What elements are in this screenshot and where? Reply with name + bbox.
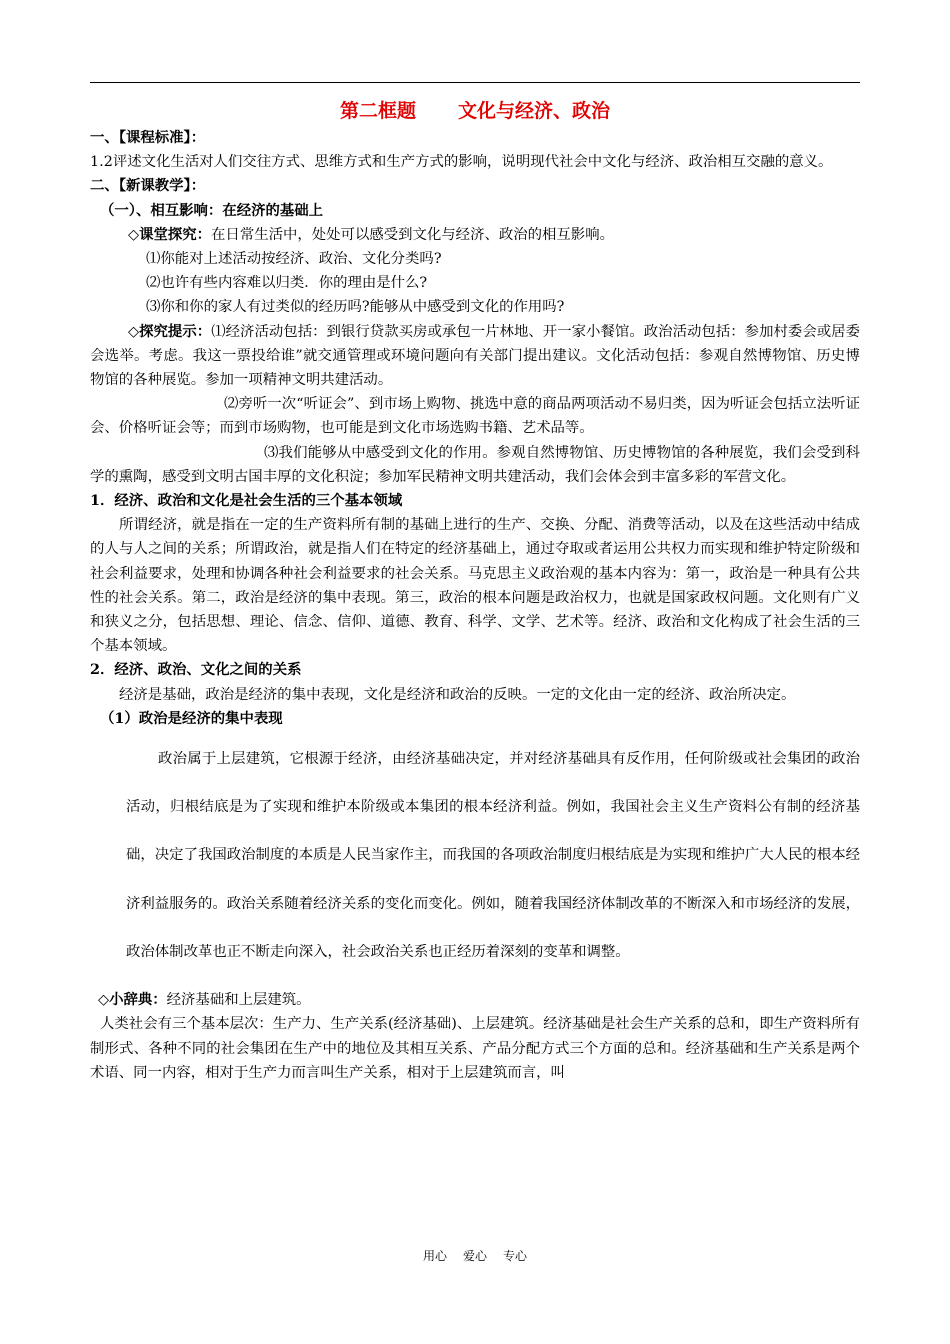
point1-heading: 1．经济、政治和文化是社会生活的三个基本领域: [90, 492, 403, 510]
footer-word-2: 爱心: [462, 1249, 487, 1263]
page-footer: [0, 1247, 950, 1265]
section1-heading: 一、【课程标准】：: [90, 129, 206, 146]
explore-question-3: ⑶你和你的家人有过类似的经历吗?能够从中感受到文化的作用吗?: [146, 299, 565, 316]
dictionary-label: ◇小辞典：: [98, 991, 167, 1009]
hint-paragraph-1: [90, 320, 860, 393]
title-part2: 文化与经济、政治: [458, 100, 611, 122]
hint-label: ◇探究提示：: [128, 322, 212, 340]
explore-label: ◇课堂探究：: [128, 225, 212, 243]
section1-text: 1.2评述文化生活对人们交往方式、思维方式和生产方式的影响，说明现代社会中文化与经济、政治相互交融的意义。: [90, 154, 833, 171]
page-title: [90, 96, 860, 126]
dictionary-paragraph: [90, 988, 860, 1012]
title-part1: 第二框题: [339, 100, 416, 122]
explore-text: 在日常生活中，处处可以感受到文化与经济、政治的相互影响。: [211, 226, 614, 243]
point1-text: 所谓经济，就是指在一定的生产资料所有制的基础上进行的生产、交换、分配、消费等活动，以及在这些活动中结成的人与人之间的关系；所谓政治，就是指人们在特定的经济基础上，通过夺取或者运用公共权力而实现和维护特定阶级和社会利益要求，处理和协调各种社会利益要求的社会关系。马克思主义政治观的基本内容为：第一，政治是一种具有公共性的社会关系。第二，政治是经济的集中表现。第三，政治的根本问题是政治权力，也就是国家政权问题。文化则有广义和狭义之分，包括思想、理论、信念、信仰、道德、教育、科学、文学、艺术等。经济、政治和文化构成了社会生活的三个基本领域。: [90, 517, 860, 655]
explore-question-1: ⑴你能对上述活动按经济、政治、文化分类吗?: [146, 251, 442, 268]
hint-answer-2: ⑵旁听一次“听证会”、到市场上购物、挑选中意的商品两项活动不易归类，因为听证会包括立法听证会、价格听证会等；而到市场购物，也可能是到文化市场选购书籍、艺术品等。: [90, 396, 860, 437]
explore-question-2: ⑵也许有些内容难以归类．你的理由是什么?: [146, 275, 428, 292]
header-rule: [90, 82, 860, 83]
point2-heading: 2．经济、政治、文化之间的关系: [90, 661, 302, 679]
dictionary-text: 经济基础和上层建筑。: [166, 992, 311, 1009]
dictionary-body: 人类社会有三个基本层次：生产力、生产关系(经济基础)、上层建筑。经济基础是社会生产关系的总和，即生产资料所有制形式、各种不同的社会集团在生产中的地位及其相互关系、产品分配方式三个方面的总和。经济基础和生产关系是两个术语、同一内容，相对于生产力而言叫生产关系，相对于上层建筑而言，叫: [90, 1016, 860, 1081]
hint-answer-3: ⑶我们能够从中感受到文化的作用。参观自然博物馆、历史博物馆的各种展览，我们会受到科学的熏陶，感受到文明古国丰厚的文化积淀；参加军民精神文明共建活动，我们会体会到丰富多彩的军营文化。: [90, 444, 860, 485]
subpoint1-heading: （1）政治是经济的集中表现: [100, 709, 283, 727]
document-body: [90, 96, 860, 1085]
hint-answer-1: ⑴经济活动包括：到银行贷款买房或承包一片林地、开一家小餐馆。政治活动包括：参加村委会或居委会选举。考虑。我这一票投给谁”就交通管理或环境问题向有关部门提出建议。文化活动包括：参观自然博物馆、历史博物馆的各种展览。参加一项精神文明共建活动。: [90, 323, 860, 389]
footer-word-3: 专心: [503, 1249, 528, 1263]
point2-text: 经济是基础，政治是经济的集中表现，文化是经济和政治的反映。一定的文化由一定的经济、政治所决定。: [119, 686, 796, 703]
footer-word-1: 用心: [422, 1249, 447, 1263]
section2-heading: 二、【新课教学】：: [90, 177, 206, 195]
subsection1-heading: （一）、相互影响：在经济的基础上: [100, 201, 324, 219]
explore-paragraph: [90, 223, 860, 247]
subpoint1-text: 政治属于上层建筑，它根源于经济，由经济基础决定，并对经济基础具有反作用，任何阶级或社会集团的政治活动，归根结底是为了实现和维护本阶级或本集团的根本经济利益。例如，我国社会主义生产资料公有制的经济基础，决定了我国政治制度的本质是人民当家作主，而我国的各项政治制度归根结底是为实现和维护广大人民的根本经济利益服务的。政治关系随着经济关系的变化而变化。例如，随着我国经济体制改革的不断深入和市场经济的发展，政治体制改革也正不断走向深入，社会政治关系也正经历着深刻的变革和调整。: [126, 751, 860, 960]
